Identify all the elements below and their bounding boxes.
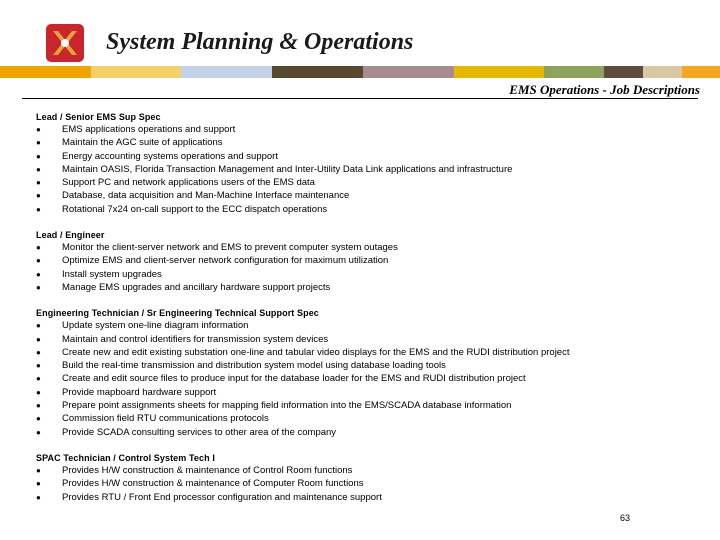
bullet-icon: ●: [36, 361, 41, 371]
list-item: [36, 399, 700, 412]
color-bar-segment: [91, 66, 182, 78]
list-item: [36, 477, 700, 490]
color-bar-segment: [0, 66, 91, 78]
list-item: [36, 123, 700, 136]
color-bar-segment: [643, 66, 682, 78]
list-item-text: Build the real-time transmission and distribution system model using database loading tools: [62, 360, 446, 372]
section-heading: Engineering Technician / Sr Engineering Technical Support Spec: [36, 308, 319, 319]
job-section: [36, 111, 700, 216]
color-bar-segment: [544, 66, 603, 78]
list-item: [36, 281, 700, 294]
job-section: [36, 452, 700, 504]
bullet-icon: ●: [36, 243, 41, 253]
bullet-icon: ●: [36, 151, 41, 161]
color-bar-segment: [272, 66, 363, 78]
list-item: [36, 136, 700, 149]
list-item-text: Create and edit source files to produce input for the database loader for the EMS and RUDI distribution project: [62, 373, 526, 385]
bullet-icon: ●: [36, 138, 41, 148]
color-bar-segment: [454, 66, 545, 78]
bullet-icon: ●: [36, 334, 41, 344]
bullet-icon: ●: [36, 387, 41, 397]
divider-line: [22, 98, 698, 99]
bullet-icon: ●: [36, 269, 41, 279]
list-item: [36, 346, 700, 359]
bullet-icon: ●: [36, 191, 41, 201]
list-item-text: Commission field RTU communications protocols: [62, 413, 269, 425]
job-descriptions: [36, 111, 700, 517]
bullet-icon: ●: [36, 256, 41, 266]
list-item-text: Provides H/W construction & maintenance of Computer Room functions: [62, 478, 364, 490]
list-item-text: Energy accounting systems operations and support: [62, 150, 278, 162]
list-item: [36, 268, 700, 281]
list-item: [36, 189, 700, 202]
list-item: [36, 163, 700, 176]
list-item-text: Provides RTU / Front End processor configuration and maintenance support: [62, 491, 382, 503]
list-item: [36, 426, 700, 439]
list-item: [36, 333, 700, 346]
list-item-text: Optimize EMS and client-server network configuration for maximum utilization: [62, 255, 389, 267]
bullet-icon: ●: [36, 125, 41, 134]
list-item-text: Provide mapboard hardware support: [62, 386, 217, 398]
list-item-text: Install system upgrades: [62, 268, 162, 280]
bullet-icon: ●: [36, 427, 41, 437]
bullet-icon: ●: [36, 204, 41, 214]
list-item: [36, 319, 700, 332]
list-item: [36, 359, 700, 372]
color-bar-segment: [604, 66, 643, 78]
job-section: [36, 307, 700, 439]
page-title: System Planning & Operations: [106, 29, 414, 55]
list-item: [36, 386, 700, 399]
bullet-icon: ●: [36, 492, 41, 502]
list-item: [36, 412, 700, 425]
page-number: 63: [620, 513, 631, 523]
color-bar-segment: [363, 66, 454, 78]
company-logo: [46, 24, 84, 62]
list-item-text: Support PC and network applications users of the EMS data: [62, 177, 315, 189]
bullet-icon: ●: [36, 479, 41, 489]
section-subtitle: EMS Operations - Job Descriptions: [509, 82, 700, 97]
bullet-icon: ●: [36, 164, 41, 174]
bullet-icon: ●: [36, 374, 41, 384]
list-item: [36, 241, 700, 254]
list-item-text: Update system one-line diagram information: [62, 320, 249, 332]
color-bar: [0, 66, 720, 78]
logo-icon: [46, 24, 84, 62]
job-section: [36, 229, 700, 294]
list-item-text: Manage EMS upgrades and ancillary hardware support projects: [62, 281, 331, 293]
bullet-icon: ●: [36, 347, 41, 357]
list-item-text: Maintain the AGC suite of applications: [62, 137, 223, 149]
list-item: [36, 491, 700, 504]
bullet-icon: ●: [36, 321, 41, 331]
section-heading: Lead / Engineer: [36, 230, 105, 241]
list-item-text: Provides H/W construction & maintenance of Control Room functions: [62, 464, 353, 476]
list-item: [36, 372, 700, 385]
list-item-text: Create new and edit existing substation one-line and tabular video displays for the EMS and the RUDI distribution project: [62, 346, 570, 358]
color-bar-segment: [181, 66, 272, 78]
bullet-icon: ●: [36, 414, 41, 424]
list-item-text: Provide SCADA consulting services to other area of the company: [62, 426, 337, 438]
list-item-text: EMS applications operations and support: [62, 124, 236, 135]
list-item: [36, 150, 700, 163]
section-heading: Lead / Senior EMS Sup Spec: [36, 112, 161, 122]
list-item: [36, 464, 700, 477]
list-item-text: Database, data acquisition and Man-Machine Interface maintenance: [62, 190, 350, 202]
list-item-text: Maintain OASIS, Florida Transaction Management and Inter-Utility Data Link applications and infrastructure: [62, 163, 513, 175]
list-item-text: Maintain and control identifiers for transmission system devices: [62, 333, 329, 345]
list-item-text: Rotational 7x24 on-call support to the ECC dispatch operations: [62, 203, 328, 215]
list-item: [36, 203, 700, 216]
list-item-text: Prepare point assignments sheets for mapping field information into the EMS/SCADA database information: [62, 400, 512, 412]
bullet-icon: ●: [36, 178, 41, 188]
section-heading: SPAC Technician / Control System Tech I: [36, 452, 215, 463]
list-item-text: Monitor the client-server network and EMS to prevent computer system outages: [62, 242, 398, 254]
bullet-icon: ●: [36, 401, 41, 411]
bullet-icon: ●: [36, 282, 41, 292]
list-item: [36, 254, 700, 267]
list-item: [36, 176, 700, 189]
color-bar-segment: [682, 66, 719, 78]
bullet-icon: ●: [36, 465, 41, 475]
